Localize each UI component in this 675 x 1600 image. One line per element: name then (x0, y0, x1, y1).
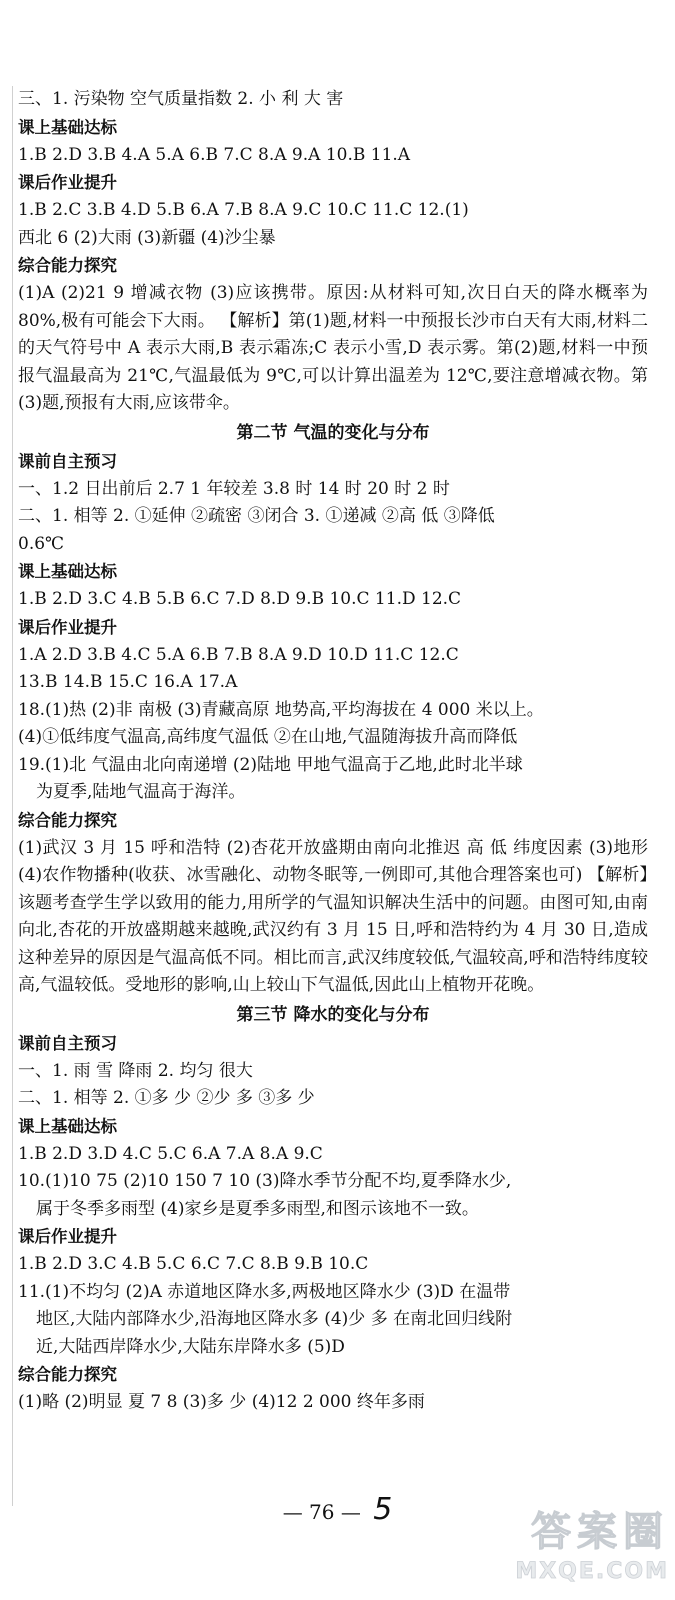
chapter-title: 第二节 气温的变化与分布 (236, 422, 430, 443)
answer-line: 1.A 2.D 3.B 4.C 5.A 6.B 7.B 8.A 9.D 10.D 11.C 12.C (18, 644, 459, 665)
section-heading: 课上基础达标 (18, 562, 117, 581)
section-heading: 综合能力探究 (18, 256, 117, 275)
answer-content (18, 86, 648, 1417)
section-heading: 综合能力探究 (18, 810, 117, 830)
answer-line: 近,大陆西岸降水少,大陆东岸降水多 (5)D (36, 1336, 345, 1357)
section-heading: 课后作业提升 (18, 617, 117, 637)
watermark-url-text: MXQE.COM (515, 1559, 669, 1584)
answer-line: 三、1. 污染物 空气质量指数 2. 小 利 大 害 (18, 89, 344, 109)
site-watermark (419, 1506, 669, 1596)
answer-line: 0.6℃ (18, 533, 65, 554)
section-heading: 课上基础达标 (18, 1116, 117, 1136)
section-heading: 课后作业提升 (18, 173, 117, 192)
answer-line: 18.(1)热 (2)非 南极 (3)青藏高原 地势高,平均海拔在 4 000 米以上。 (18, 699, 544, 720)
section-heading: 课前自主预习 (18, 451, 117, 471)
section-heading: 课后作业提升 (18, 1227, 117, 1246)
answer-line: 13.B 14.B 15.C 16.A 17.A (18, 672, 238, 692)
answer-line: 一、1.2 日出前后 2.7 1 年较差 3.8 时 14 时 20 时 2 时 (18, 478, 450, 499)
handwritten-mark: 5 (373, 1492, 393, 1527)
answer-paragraph: (1)武汉 3 月 15 呼和浩特 (2)杏花开放盛期由南向北推迟 高 低 纬度因素 (3)地形 (4)农作物播种(收获、冰雪融化、动物冬眠等,一例即可,其他合理答案也可) 【解析】该题考查学生学以致用的能力,用所学的气温知识解决生活中的问题。由图可知,由南向北,杏花的开放盛期越来越晚,武汉约有 3 月 15 日,呼和浩特约为 4 月 30 日,造成这种差异的原因是气温高低不同。相比而言,武汉纬度较低,气温较高,呼和浩特纬度较高,气温较低。受地形的影响,山上较山下气温低,因此山上植物开花晚。 (18, 837, 648, 995)
answer-line: 1.B 2.D 3.C 4.B 5.B 6.C 7.D 8.D 9.B 10.C 11.D 12.C (18, 589, 462, 609)
answer-line: 二、1. 相等 2. ①多 少 ②少 多 ③多 少 (18, 1088, 315, 1108)
binding-edge-line (12, 86, 13, 1506)
section-heading: 课前自主预习 (18, 1033, 117, 1053)
answer-line: 19.(1)北 气温由北向南递增 (2)陆地 甲地气温高于乙地,此时北半球 (18, 754, 523, 775)
answer-paragraph: (1)A (2)21 9 增减衣物 (3)应该携带。原因:从材料可知,次日白天的降水概率为 80%,极有可能会下大雨。 【解析】第(1)题,材料一中预报长沙市白天有大雨,材料二的天气符号中 A 表示大雨,B 表示霜冻;C 表示小雪,D 表示雾。第(2)题,材料一中预报气温最高为 21℃,气温最低为 9℃,可以计算出温差为 12℃,要注意增减衣物。第(3)题,预报有大雨,应该带伞。 (18, 283, 648, 413)
chapter-title: 第三节 降水的变化与分布 (236, 1004, 430, 1025)
section-heading: 综合能力探究 (18, 1365, 117, 1384)
answer-line: 西北 6 (2)大雨 (3)新疆 (4)沙尘暴 (18, 227, 276, 248)
answer-line: 二、1. 相等 2. ①延伸 ②疏密 ③闭合 3. ①递减 ②高 低 ③降低 (18, 506, 495, 526)
page-number: — 76 — (282, 1500, 361, 1524)
answer-line: 1.B 2.D 3.C 4.B 5.C 6.C 7.C 8.B 9.B 10.C (18, 1254, 369, 1274)
answer-line: 10.(1)10 75 (2)10 150 7 10 (3)降水季节分配不均,夏季降水少, (18, 1171, 512, 1191)
answer-line: (1)略 (2)明显 夏 7 8 (3)多 少 (4)12 2 000 终年多雨 (18, 1392, 425, 1412)
answer-line: 为夏季,陆地气温高于海洋。 (36, 782, 246, 802)
answer-line: 11.(1)不均匀 (2)A 赤道地区降水多,两极地区降水少 (3)D 在温带 (18, 1281, 511, 1302)
watermark-logo-text: 答案圈 (531, 1509, 669, 1555)
answer-line: (4)①低纬度气温高,高纬度气温低 ②在山地,气温随海拔升高而降低 (18, 727, 518, 747)
section-heading: 课上基础达标 (18, 117, 117, 137)
answer-line: 属于冬季多雨型 (4)家乡是夏季多雨型,和图示该地不一致。 (36, 1198, 479, 1219)
answer-line: 1.B 2.C 3.B 4.D 5.B 6.A 7.B 8.A 9.C 10.C 11.C 12.(1) (18, 200, 469, 220)
answer-line: 一、1. 雨 雪 降雨 2. 均匀 很大 (18, 1060, 253, 1081)
answer-line: 1.B 2.D 3.D 4.C 5.C 6.A 7.A 8.A 9.C (18, 1143, 323, 1164)
answer-line: 1.B 2.D 3.B 4.A 5.A 6.B 7.C 8.A 9.A 10.B 11.A (18, 144, 411, 165)
answer-line: 地区,大陆内部降水少,沿海地区降水多 (4)少 多 在南北回归线附 (36, 1309, 513, 1329)
